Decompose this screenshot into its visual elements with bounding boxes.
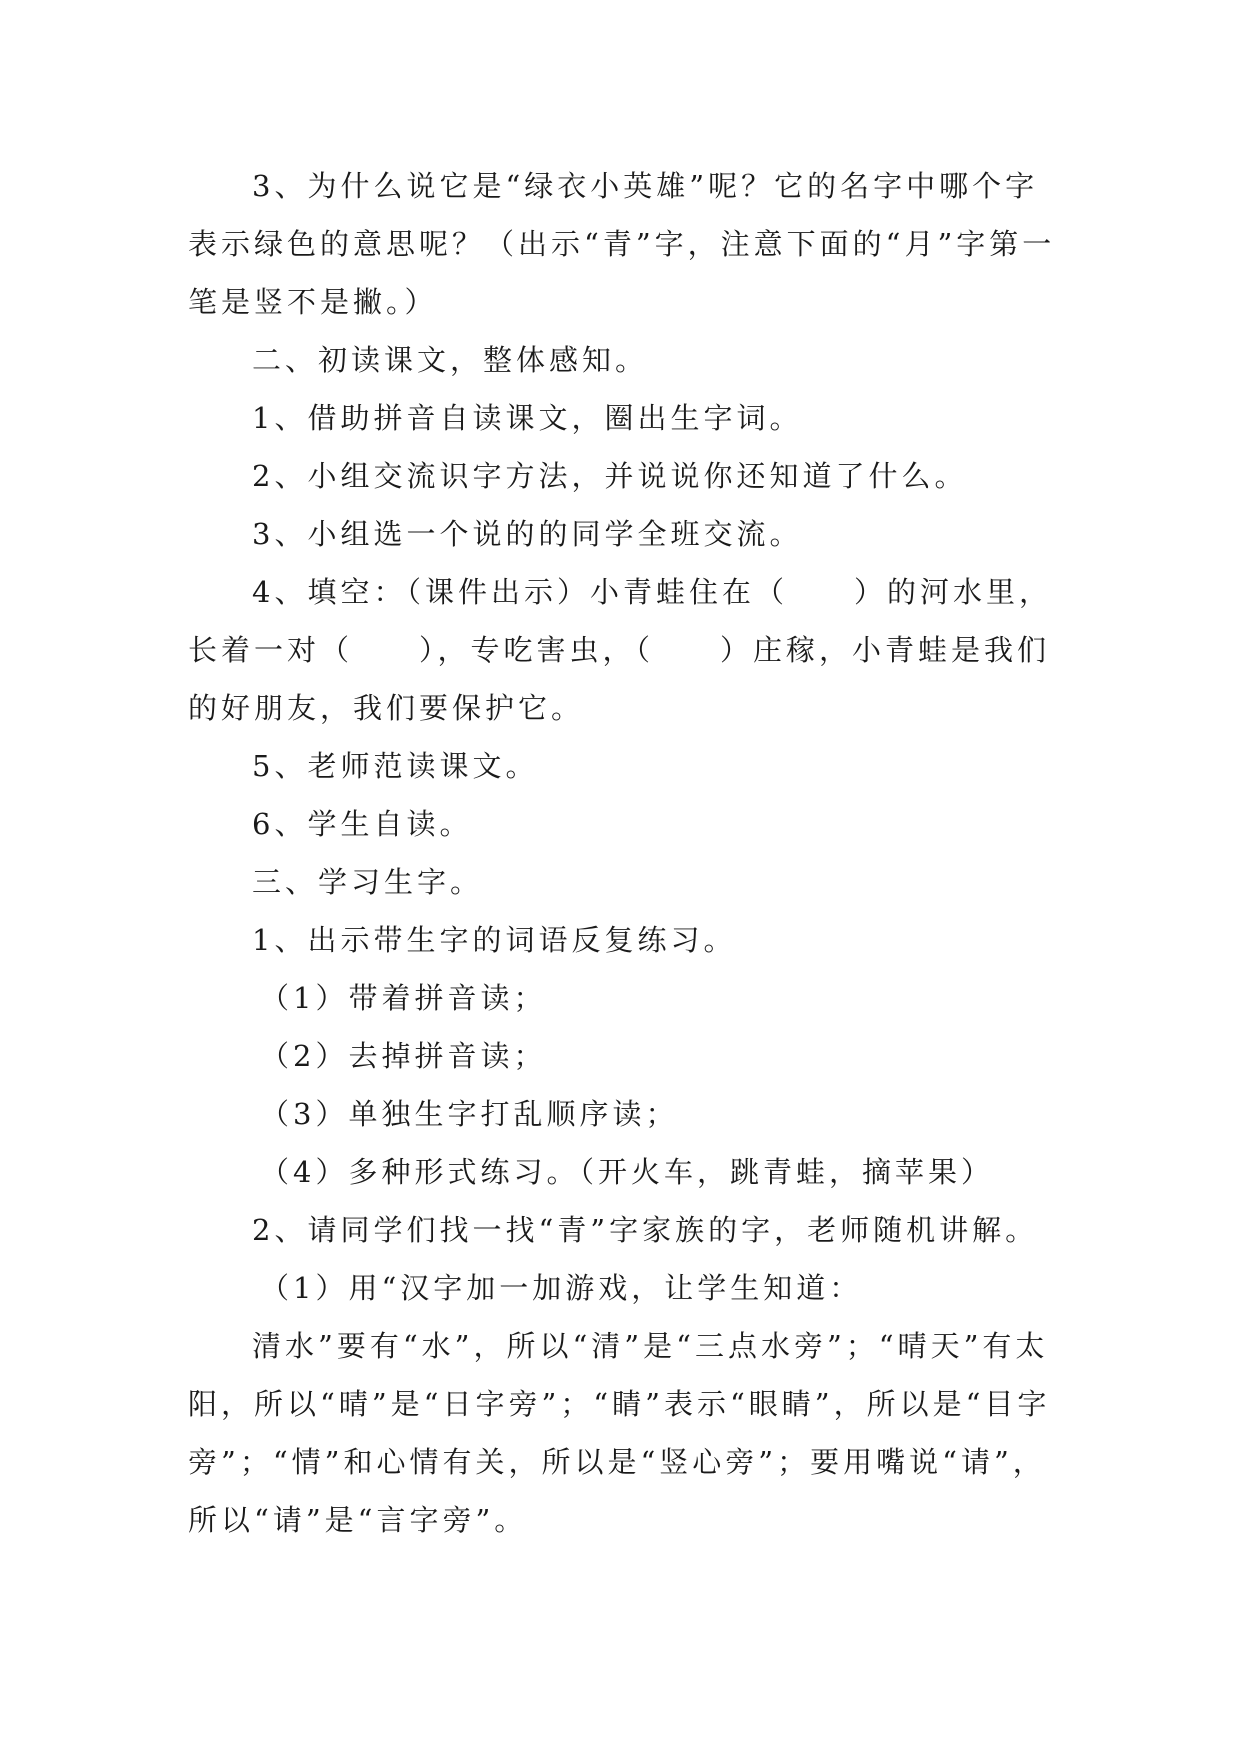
section-heading-3: 三、学习生字。 bbox=[252, 865, 484, 899]
list-item-3: （3）单独生字打乱顺序读； bbox=[260, 1097, 679, 1131]
list-item-2: （2）去掉拼音读； bbox=[260, 1039, 547, 1073]
paragraph-practice-1: 1、出示带生字的词语反复练习。 bbox=[252, 923, 737, 957]
paragraph-step-3: 3、小组选一个说的的同学全班交流。 bbox=[252, 517, 803, 551]
list-item-1: （1）带着拼音读； bbox=[260, 981, 547, 1015]
paragraph-practice-2: 2、请同学们找一找“青”字家族的字，老师随机讲解。 bbox=[252, 1213, 1039, 1247]
paragraph-step-5: 5、老师范读课文。 bbox=[252, 749, 539, 783]
paragraph-step-2: 2、小组交流识字方法，并说说你还知道了什么。 bbox=[252, 459, 968, 493]
paragraph-step-6: 6、学生自读。 bbox=[252, 807, 473, 841]
paragraph-radicals: 清水”要有“水”，所以“清”是“三点水旁”；“晴天”有太阳，所以“晴”是“日字旁”；“睛”表示“眼睛”，所以是“目字旁”；“情”和心情有关，所以是“竖心旁”；要用嘴说“请”，所以“请”是“言字旁”。 bbox=[188, 1329, 1051, 1537]
paragraph-step-1: 1、借助拼音自读课文，圈出生字词。 bbox=[252, 401, 803, 435]
document-body bbox=[188, 157, 1068, 1549]
list-item-4: （4）多种形式练习。（开火车，跳青蛙，摘苹果） bbox=[260, 1155, 994, 1189]
paragraph-fill-blank: 4、填空：（课件出示）小青蛙住在（ ）的河水里，长着一对（ ），专吃害虫，（ ）庄稼，小青蛙是我们的好朋友，我们要保护它。 bbox=[188, 575, 1052, 725]
paragraph-question-3: 3、为什么说它是“绿衣小英雄”呢？它的名字中哪个字表示绿色的意思呢？（出示“青”字，注意下面的“月”字第一笔是竖不是撇。） bbox=[188, 169, 1056, 319]
list-item-game: （1）用“汉字加一加游戏，让学生知道： bbox=[260, 1271, 863, 1305]
section-heading-2: 二、初读课文，整体感知。 bbox=[252, 343, 649, 377]
